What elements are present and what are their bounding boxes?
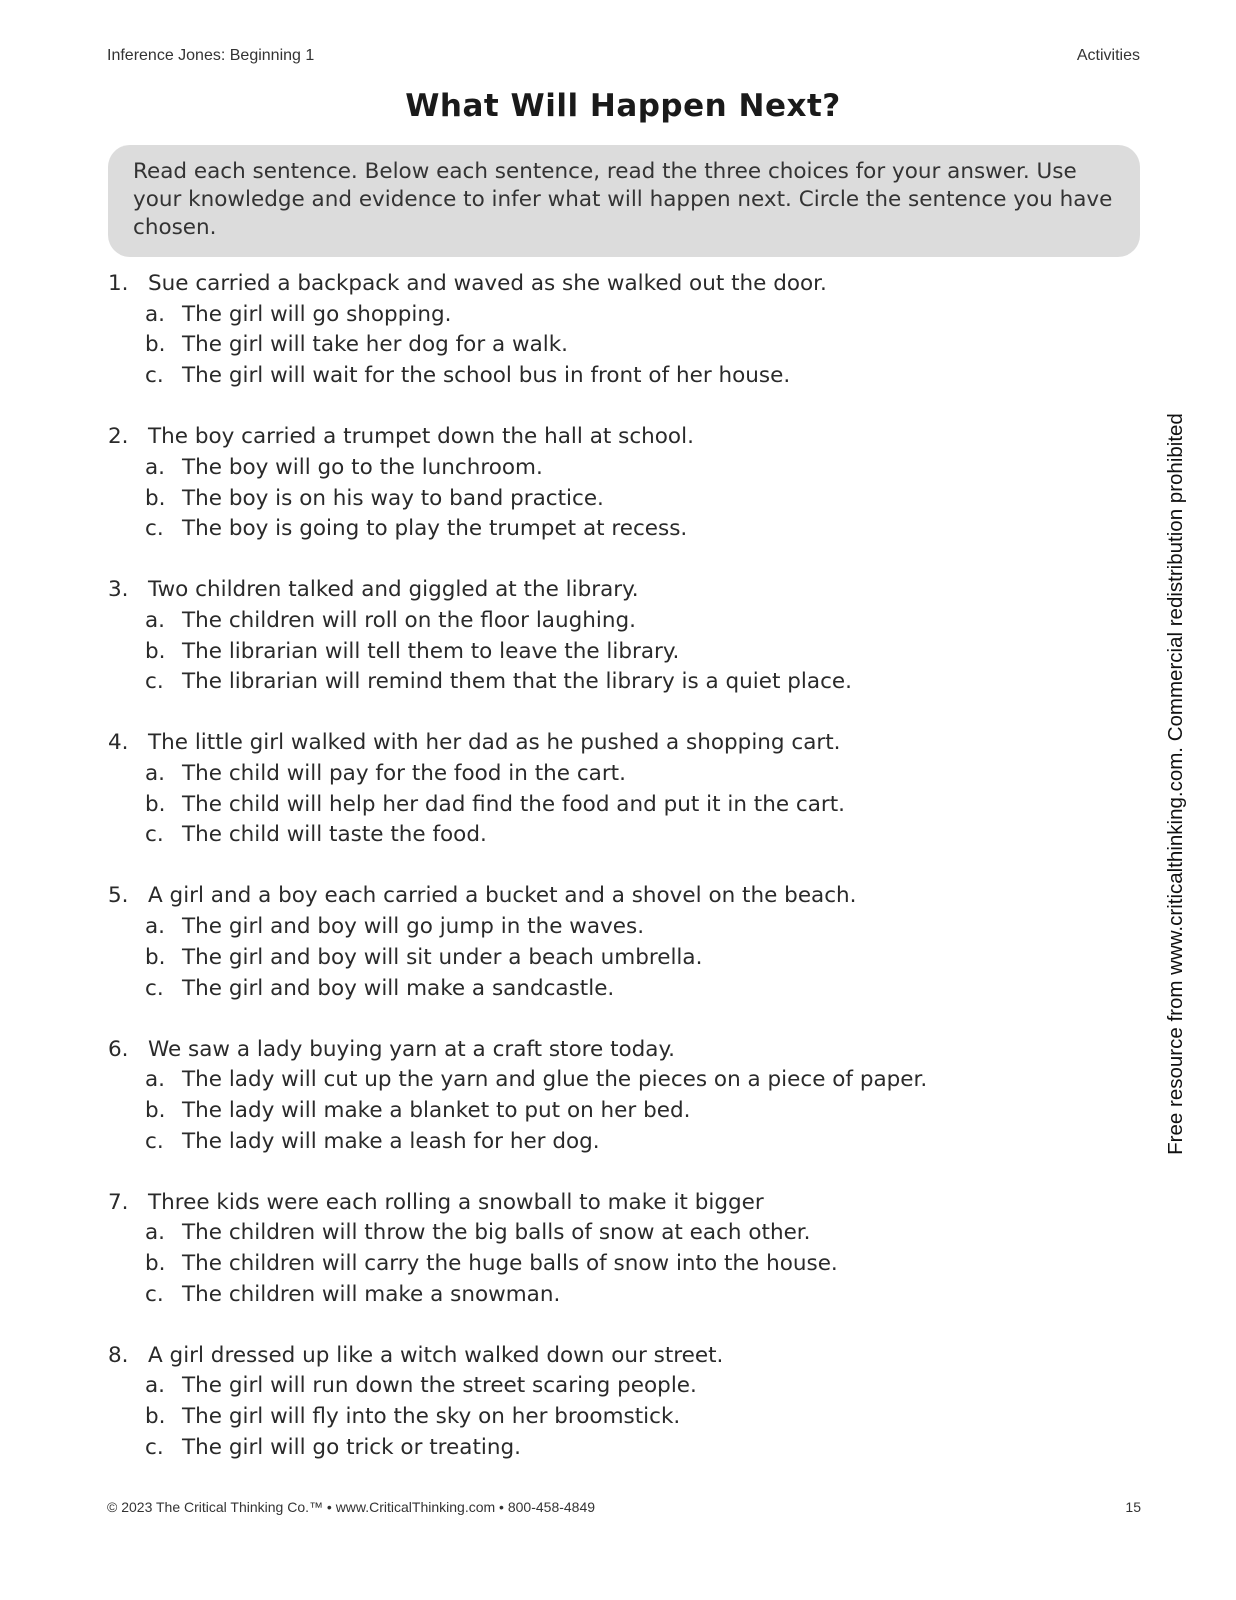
question-3 <box>108 575 1148 698</box>
answer-choice[interactable] <box>108 1402 1148 1433</box>
choice-letter: a. <box>145 761 166 787</box>
choice-text: The boy will go to the lunchroom. <box>182 454 543 480</box>
choice-letter: c. <box>145 363 164 389</box>
choice-text: The child will pay for the food in the cart. <box>182 761 626 787</box>
choice-text: The librarian will tell them to leave the library. <box>182 638 680 664</box>
answer-choice[interactable] <box>108 361 1148 392</box>
answer-choice[interactable] <box>108 759 1148 790</box>
choice-letter: c. <box>145 975 164 1001</box>
question-stem <box>108 728 1148 759</box>
page-number: 15 <box>1125 1499 1141 1515</box>
question-stem <box>108 1035 1148 1066</box>
question-number: 7. <box>108 1189 129 1215</box>
question-5 <box>108 881 1148 1004</box>
answer-choice[interactable] <box>108 606 1148 637</box>
choice-letter: b. <box>145 791 166 817</box>
question-number: 1. <box>108 271 129 296</box>
question-number: 8. <box>108 1342 129 1368</box>
answer-choice[interactable] <box>108 820 1148 851</box>
answer-choice[interactable] <box>108 667 1148 698</box>
choice-letter: a. <box>145 914 166 940</box>
answer-choice[interactable] <box>108 1280 1148 1311</box>
answer-choice[interactable] <box>108 943 1148 974</box>
answer-choice[interactable] <box>108 912 1148 943</box>
choice-letter: b. <box>145 944 166 970</box>
page-title: What Will Happen Next? <box>405 88 841 124</box>
choice-text: The girl will wait for the school bus in front of her house. <box>182 363 791 389</box>
header-section: Activities <box>1076 47 1140 64</box>
answer-choice[interactable] <box>108 637 1148 668</box>
answer-choice[interactable] <box>108 514 1148 545</box>
answer-choice[interactable] <box>108 300 1148 331</box>
choice-text: The boy is on his way to band practice. <box>182 485 604 511</box>
choice-text: The girl will run down the street scaring people. <box>182 1373 697 1399</box>
answer-choice[interactable] <box>108 1433 1148 1464</box>
choice-text: The boy is going to play the trumpet at recess. <box>182 516 688 542</box>
choice-text: The girl and boy will make a sandcastle. <box>182 975 615 1001</box>
question-stem <box>108 422 1148 453</box>
question-number: 5. <box>108 883 129 909</box>
question-number: 2. <box>108 424 129 450</box>
choice-text: The girl will take her dog for a walk. <box>182 332 569 358</box>
choice-letter: a. <box>145 1067 166 1093</box>
choice-letter: c. <box>145 1281 164 1307</box>
choice-letter: a. <box>145 607 166 633</box>
answer-choice[interactable] <box>108 1249 1148 1280</box>
question-text: A girl and a boy each carried a bucket and a shovel on the beach. <box>148 883 857 909</box>
choice-text: The librarian will remind them that the library is a quiet place. <box>182 669 852 695</box>
choice-letter: b. <box>145 485 166 511</box>
choice-text: The child will taste the food. <box>182 822 487 848</box>
choice-letter: b. <box>145 1404 166 1430</box>
choice-letter: a. <box>145 301 166 327</box>
answer-choice[interactable] <box>108 453 1148 484</box>
footer-copyright: © 2023 The Critical Thinking Co.™ • www.CriticalThinking.com • 800-458-4849 <box>107 1499 596 1515</box>
choice-letter: b. <box>145 638 166 664</box>
choice-text: The children will make a snowman. <box>182 1281 561 1307</box>
question-stem <box>108 269 1148 300</box>
answer-choice[interactable] <box>108 974 1148 1005</box>
answer-choice[interactable] <box>108 1065 1148 1096</box>
choice-letter: a. <box>145 454 166 480</box>
question-text: Three kids were each rolling a snowball to make it bigger <box>148 1189 764 1215</box>
choice-letter: c. <box>145 1434 164 1460</box>
choice-letter: c. <box>145 516 164 542</box>
question-2 <box>108 422 1148 545</box>
question-number: 3. <box>108 577 129 603</box>
question-text: Sue carried a backpack and waved as she walked out the door. <box>148 271 827 296</box>
choice-text: The children will throw the big balls of snow at each other. <box>182 1220 811 1246</box>
choice-text: The girl will go trick or treating. <box>182 1434 521 1460</box>
choice-text: The lady will make a leash for her dog. <box>182 1128 600 1154</box>
answer-choice[interactable] <box>108 1096 1148 1127</box>
choice-letter: c. <box>145 822 164 848</box>
choice-letter: c. <box>145 1128 164 1154</box>
question-stem <box>108 881 1148 912</box>
answer-choice[interactable] <box>108 790 1148 821</box>
choice-text: The child will help her dad find the food and put it in the cart. <box>182 791 846 817</box>
answer-choice[interactable] <box>108 484 1148 515</box>
answer-choice[interactable] <box>108 1371 1148 1402</box>
choice-text: The lady will cut up the yarn and glue the pieces on a piece of paper. <box>182 1067 928 1093</box>
question-4 <box>108 728 1148 851</box>
choice-letter: b. <box>145 332 166 358</box>
question-list <box>108 269 1148 1494</box>
question-number: 6. <box>108 1036 129 1062</box>
question-stem <box>108 575 1148 606</box>
choice-letter: a. <box>145 1220 166 1246</box>
choice-letter: c. <box>145 669 164 695</box>
answer-choice[interactable] <box>108 1218 1148 1249</box>
question-text: The boy carried a trumpet down the hall at school. <box>148 424 694 450</box>
answer-choice[interactable] <box>108 330 1148 361</box>
question-6 <box>108 1035 1148 1158</box>
question-text: We saw a lady buying yarn at a craft store today. <box>148 1036 675 1062</box>
question-8 <box>108 1341 1148 1464</box>
question-text: Two children talked and giggled at the library. <box>148 577 639 603</box>
question-7 <box>108 1188 1148 1311</box>
side-note: Free resource from www.criticalthinking.com. Commercial redistribution prohibited <box>1164 413 1187 1155</box>
choice-text: The children will carry the huge balls of snow into the house. <box>182 1251 838 1277</box>
question-stem <box>108 1188 1148 1219</box>
choice-text: The girl will fly into the sky on her broomstick. <box>182 1404 681 1430</box>
question-stem <box>108 1341 1148 1372</box>
choice-text: The girl will go shopping. <box>182 301 452 327</box>
instructions-box: Read each sentence. Below each sentence, read the three choices for your answer. Use your knowledge and evidence to infer what will happen next. Circle the sentence you have chosen. <box>108 145 1140 257</box>
answer-choice[interactable] <box>108 1127 1148 1158</box>
choice-letter: a. <box>145 1373 166 1399</box>
header-book-title: Inference Jones: Beginning 1 <box>107 47 315 64</box>
question-text: The little girl walked with her dad as he pushed a shopping cart. <box>148 730 841 756</box>
choice-letter: b. <box>145 1097 166 1123</box>
choice-text: The lady will make a blanket to put on her bed. <box>182 1097 691 1123</box>
question-text: A girl dressed up like a witch walked down our street. <box>148 1342 724 1368</box>
choice-text: The girl and boy will go jump in the waves. <box>182 914 645 940</box>
choice-text: The girl and boy will sit under a beach umbrella. <box>182 944 703 970</box>
question-number: 4. <box>108 730 129 756</box>
choice-text: The children will roll on the floor laughing. <box>182 607 636 633</box>
choice-letter: b. <box>145 1251 166 1277</box>
question-1 <box>108 269 1148 392</box>
